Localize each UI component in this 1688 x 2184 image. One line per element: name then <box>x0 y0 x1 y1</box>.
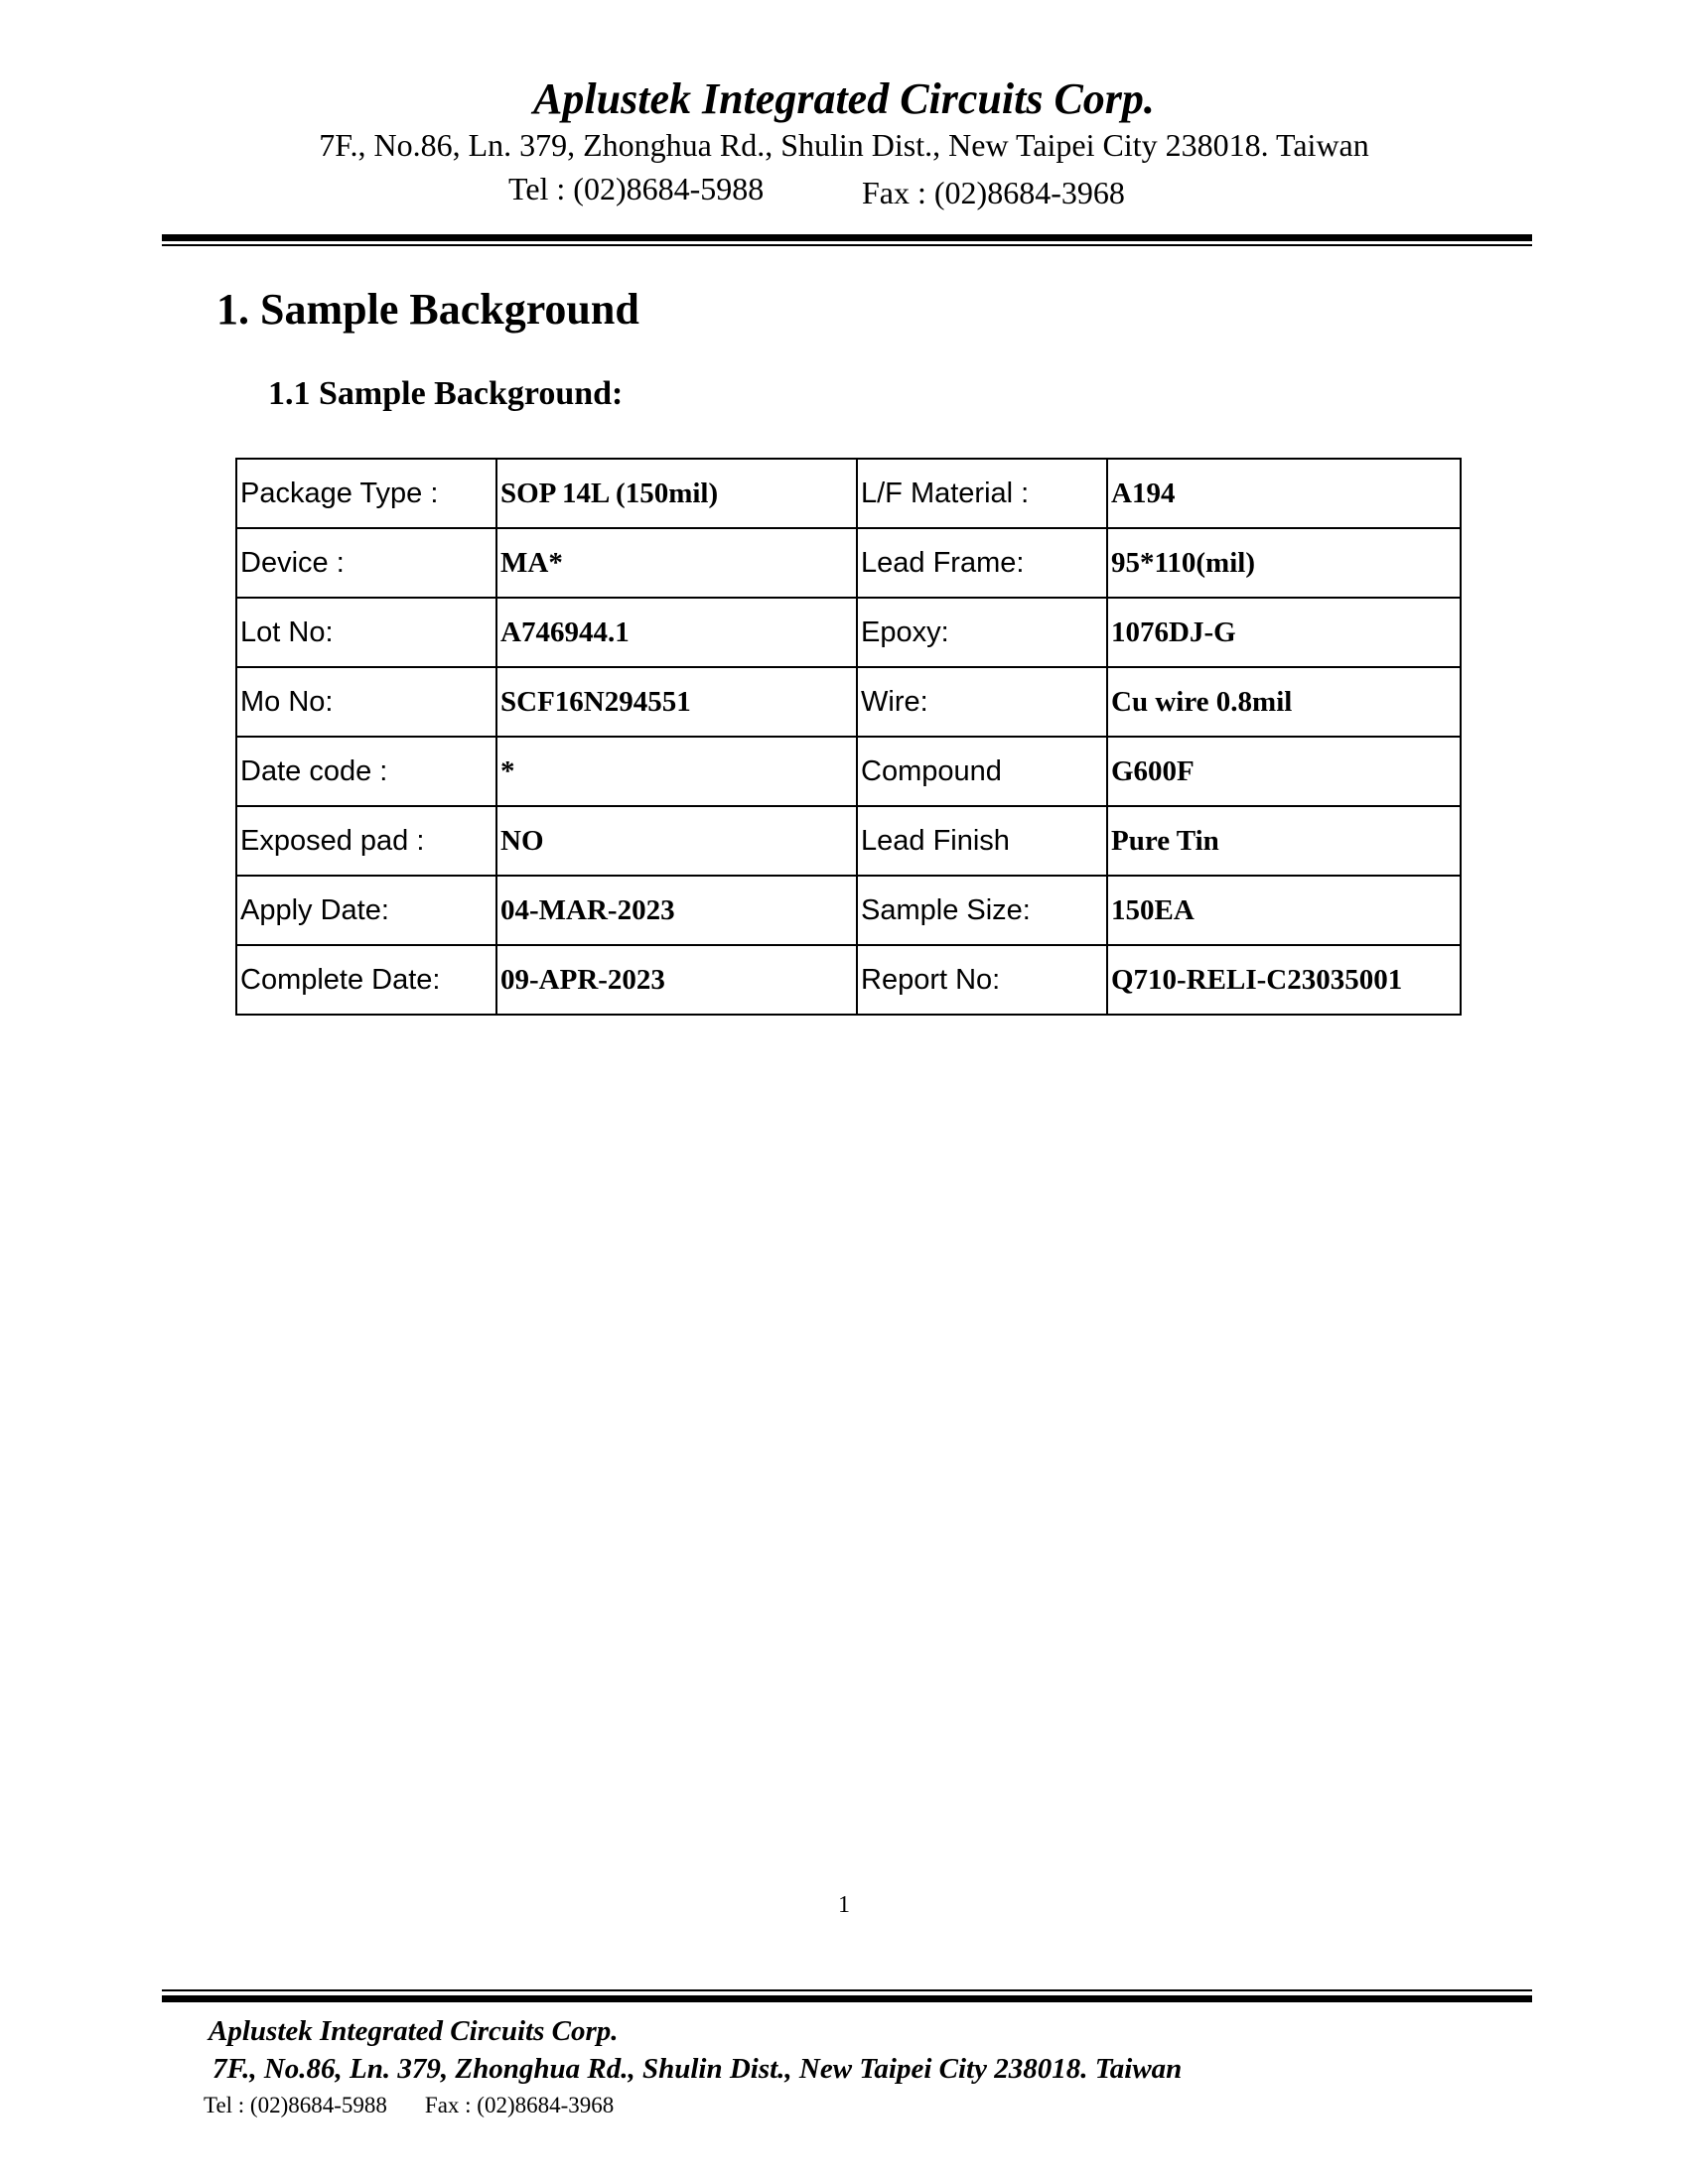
table-value-cell: A746944.1 <box>496 598 857 667</box>
table-label-cell: Lead Finish <box>857 806 1107 876</box>
page-number: 1 <box>838 1892 850 1918</box>
section-title: 1. Sample Background <box>216 285 639 334</box>
sample-background-table-body <box>236 459 1461 1015</box>
table-label-cell: L/F Material : <box>857 459 1107 528</box>
table-label-cell: Lead Frame: <box>857 528 1107 598</box>
footer-rule-thick <box>162 1995 1532 2002</box>
table-row <box>236 737 1461 806</box>
table-label-cell: Compound <box>857 737 1107 806</box>
table-value-cell: 04-MAR-2023 <box>496 876 857 945</box>
table-label-cell: Device : <box>236 528 496 598</box>
table-label-cell: Mo No: <box>236 667 496 737</box>
table-value-cell: G600F <box>1107 737 1461 806</box>
table-row <box>236 459 1461 528</box>
table-value-cell: Q710-RELI-C23035001 <box>1107 945 1461 1015</box>
table-label-cell: Date code : <box>236 737 496 806</box>
table-label-cell: Complete Date: <box>236 945 496 1015</box>
table-row <box>236 806 1461 876</box>
table-label-cell: Package Type : <box>236 459 496 528</box>
header-company-name: Aplustek Integrated Circuits Corp. <box>533 74 1155 123</box>
table-value-cell: 150EA <box>1107 876 1461 945</box>
header-rule-thin <box>162 244 1532 246</box>
sample-background-table <box>235 458 1462 1016</box>
footer-rule-thin <box>162 1989 1532 1991</box>
table-value-cell: Cu wire 0.8mil <box>1107 667 1461 737</box>
table-value-cell: SOP 14L (150mil) <box>496 459 857 528</box>
footer-address: 7F., No.86, Ln. 379, Zhonghua Rd., Shulin Dist., New Taipei City 238018. Taiwan <box>212 2053 1183 2085</box>
header-tel: Tel : (02)8684-5988 <box>508 171 765 206</box>
table-row <box>236 528 1461 598</box>
table-value-cell: NO <box>496 806 857 876</box>
table-label-cell: Sample Size: <box>857 876 1107 945</box>
footer-fax: Fax : (02)8684-3968 <box>424 2093 615 2117</box>
table-value-cell: MA* <box>496 528 857 598</box>
footer-tel: Tel : (02)8684-5988 <box>204 2093 387 2117</box>
table-label-cell: Exposed pad : <box>236 806 496 876</box>
table-row <box>236 945 1461 1015</box>
section-subtitle: 1.1 Sample Background: <box>268 375 624 412</box>
table-row <box>236 876 1461 945</box>
table-row <box>236 598 1461 667</box>
table-label-cell: Lot No: <box>236 598 496 667</box>
table-label-cell: Report No: <box>857 945 1107 1015</box>
header-address: 7F., No.86, Ln. 379, Zhonghua Rd., Shulin Dist., New Taipei City 238018. Taiwan <box>319 127 1369 163</box>
header-rule-thick <box>162 234 1532 241</box>
header-fax: Fax : (02)8684-3968 <box>862 175 1125 210</box>
table-label-cell: Apply Date: <box>236 876 496 945</box>
table-value-cell: SCF16N294551 <box>496 667 857 737</box>
table-value-cell: 1076DJ-G <box>1107 598 1461 667</box>
footer-company-name: Aplustek Integrated Circuits Corp. <box>209 2015 619 2047</box>
table-label-cell: Epoxy: <box>857 598 1107 667</box>
table-value-cell: 09-APR-2023 <box>496 945 857 1015</box>
footer-contact <box>204 2093 614 2118</box>
table-value-cell: 95*110(mil) <box>1107 528 1461 598</box>
table-value-cell: Pure Tin <box>1107 806 1461 876</box>
table-value-cell: * <box>496 737 857 806</box>
table-row <box>236 667 1461 737</box>
table-value-cell: A194 <box>1107 459 1461 528</box>
table-label-cell: Wire: <box>857 667 1107 737</box>
